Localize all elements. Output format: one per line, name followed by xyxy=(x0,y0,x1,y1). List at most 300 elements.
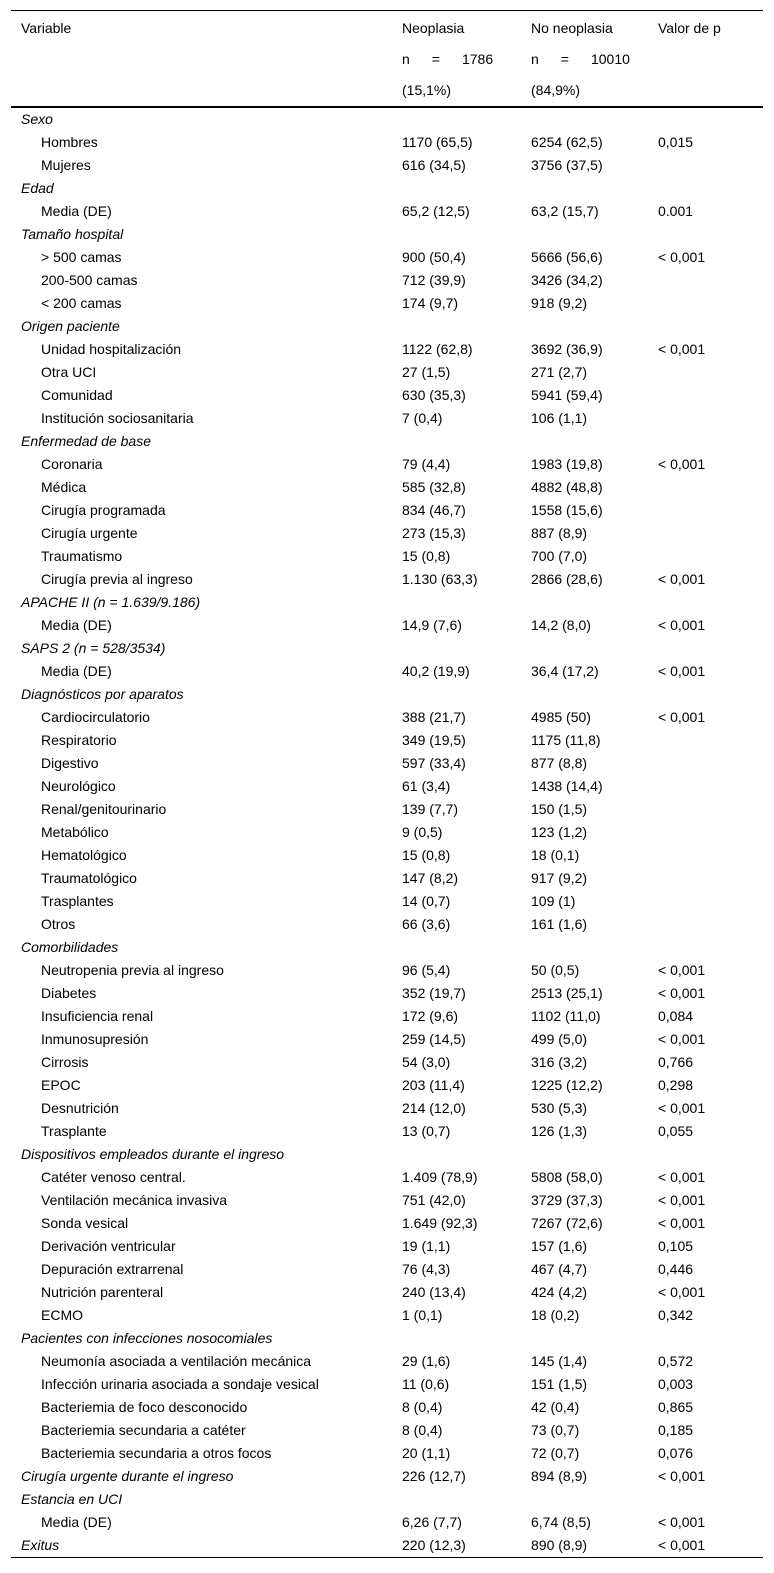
section-label: APACHE II (n = 1.639/9.186) xyxy=(21,594,201,610)
cell-neoplasia: 13 (0,7) xyxy=(402,1123,451,1139)
cell-no-neoplasia: 894 (8,9) xyxy=(531,1468,588,1484)
cell-no-neoplasia: 3756 (37,5) xyxy=(531,157,603,173)
cell-no-neoplasia: 4882 (48,8) xyxy=(531,479,603,495)
header-empty-p-2 xyxy=(648,75,763,107)
cell-no-neoplasia xyxy=(521,1488,648,1511)
row-label: Diabetes xyxy=(41,985,97,1001)
cell-no-neoplasia: 2513 (25,1) xyxy=(531,985,603,1001)
row-label: Unidad hospitalización xyxy=(41,341,182,357)
row-label: Coronaria xyxy=(41,456,103,472)
row-label: Media (DE) xyxy=(41,663,112,679)
cell-p-value xyxy=(648,729,763,752)
cell-no-neoplasia: 700 (7,0) xyxy=(531,548,588,564)
cell-neoplasia: 14 (0,7) xyxy=(402,893,451,909)
cell-p-value: 0,446 xyxy=(658,1261,694,1277)
cell-p-value: 0,766 xyxy=(658,1054,694,1070)
cell-p-value xyxy=(648,752,763,775)
cell-neoplasia: 15 (0,8) xyxy=(402,847,451,863)
cell-no-neoplasia: 4985 (50) xyxy=(531,709,591,725)
cell-neoplasia: 61 (3,4) xyxy=(402,778,451,794)
row-label: Metabólico xyxy=(41,824,109,840)
cell-p-value xyxy=(648,522,763,545)
cell-p-value xyxy=(648,1327,763,1350)
table-row xyxy=(11,384,763,407)
row-label: Traumatológico xyxy=(41,870,137,886)
cell-p-value xyxy=(648,1488,763,1511)
row-label: Neumonía asociada a ventilación mecánica xyxy=(41,1353,312,1369)
table-row xyxy=(11,1304,763,1327)
cell-no-neoplasia: 106 (1,1) xyxy=(531,410,588,426)
section-row xyxy=(11,1465,763,1488)
cell-p-value xyxy=(648,223,763,246)
cell-neoplasia: 20 (1,1) xyxy=(402,1445,451,1461)
section-label: Dispositivos empleados durante el ingreso xyxy=(21,1146,285,1162)
cell-no-neoplasia: 42 (0,4) xyxy=(531,1399,580,1415)
cell-neoplasia xyxy=(392,1488,521,1511)
section-row xyxy=(11,1327,763,1350)
table-row xyxy=(11,1120,763,1143)
cell-neoplasia: 259 (14,5) xyxy=(402,1031,466,1047)
cell-no-neoplasia: 123 (1,2) xyxy=(531,824,588,840)
table-row xyxy=(11,1373,763,1396)
cell-neoplasia xyxy=(392,683,521,706)
cell-p-value xyxy=(648,476,763,499)
cell-no-neoplasia xyxy=(521,637,648,660)
cell-no-neoplasia: 467 (4,7) xyxy=(531,1261,588,1277)
row-label: Desnutrición xyxy=(41,1100,119,1116)
table-row xyxy=(11,913,763,936)
cell-neoplasia: 751 (42,0) xyxy=(402,1192,466,1208)
cell-p-value: 0,185 xyxy=(658,1422,694,1438)
section-row xyxy=(11,1143,763,1166)
cell-neoplasia: 226 (12,7) xyxy=(402,1468,466,1484)
table-row xyxy=(11,867,763,890)
cell-neoplasia: 273 (15,3) xyxy=(402,525,466,541)
section-label: Tamaño hospital xyxy=(21,226,124,242)
cell-neoplasia: 900 (50,4) xyxy=(402,249,466,265)
cell-p-value: < 0,001 xyxy=(658,571,706,587)
cell-no-neoplasia: 424 (4,2) xyxy=(531,1284,588,1300)
cell-no-neoplasia: 157 (1,6) xyxy=(531,1238,588,1254)
cell-p-value: 0,084 xyxy=(658,1008,694,1024)
section-row xyxy=(11,107,763,131)
cell-no-neoplasia xyxy=(521,1143,648,1166)
table-container xyxy=(11,10,763,1558)
row-label: Cardiocirculatorio xyxy=(41,709,150,725)
cell-p-value: 0.001 xyxy=(658,203,694,219)
table-row xyxy=(11,1051,763,1074)
table-row xyxy=(11,568,763,591)
cell-neoplasia: 616 (34,5) xyxy=(402,157,466,173)
row-label: Catéter venoso central. xyxy=(41,1169,186,1185)
section-row xyxy=(11,591,763,614)
cell-p-value xyxy=(648,913,763,936)
row-label: Bacteriemia secundaria a catéter xyxy=(41,1422,246,1438)
cell-neoplasia: 1.130 (63,3) xyxy=(402,571,478,587)
row-label: Sonda vesical xyxy=(41,1215,129,1231)
cell-neoplasia xyxy=(392,430,521,453)
cell-p-value xyxy=(648,384,763,407)
cell-no-neoplasia: 918 (9,2) xyxy=(531,295,588,311)
row-label: Inmunosupresión xyxy=(41,1031,149,1047)
cell-no-neoplasia: 2866 (28,6) xyxy=(531,571,603,587)
table-row xyxy=(11,729,763,752)
cell-neoplasia: 585 (32,8) xyxy=(402,479,466,495)
cell-neoplasia: 14,9 (7,6) xyxy=(402,617,462,633)
table-row xyxy=(11,407,763,430)
section-label: Cirugía urgente durante el ingreso xyxy=(21,1468,234,1484)
cell-p-value xyxy=(648,637,763,660)
table-row xyxy=(11,522,763,545)
cell-neoplasia: 40,2 (19,9) xyxy=(402,663,470,679)
section-row xyxy=(11,1534,763,1558)
row-label: Media (DE) xyxy=(41,203,112,219)
table-row xyxy=(11,752,763,775)
section-label: Enfermedad de base xyxy=(21,433,151,449)
table-row xyxy=(11,1235,763,1258)
table-row xyxy=(11,269,763,292)
cell-no-neoplasia xyxy=(521,1327,648,1350)
table-row xyxy=(11,959,763,982)
cell-no-neoplasia xyxy=(521,315,648,338)
section-row xyxy=(11,223,763,246)
row-label: Comunidad xyxy=(41,387,113,403)
table-row xyxy=(11,821,763,844)
cell-p-value xyxy=(648,591,763,614)
table-row xyxy=(11,154,763,177)
cell-no-neoplasia xyxy=(521,430,648,453)
cell-no-neoplasia: 890 (8,9) xyxy=(521,1534,648,1558)
cell-neoplasia: 349 (19,5) xyxy=(402,732,466,748)
cell-no-neoplasia: 1175 (11,8) xyxy=(531,732,601,748)
cell-no-neoplasia: 63,2 (15,7) xyxy=(531,203,599,219)
cell-neoplasia xyxy=(392,1327,521,1350)
header-neo-n: n = 1786 xyxy=(402,51,494,67)
cell-neoplasia: 9 (0,5) xyxy=(402,824,443,840)
cell-no-neoplasia xyxy=(521,683,648,706)
section-row xyxy=(11,1488,763,1511)
row-label: Media (DE) xyxy=(41,1514,112,1530)
cell-no-neoplasia xyxy=(521,591,648,614)
cell-neoplasia: 96 (5,4) xyxy=(402,962,451,978)
cell-neoplasia: 147 (8,2) xyxy=(402,870,459,886)
cell-p-value xyxy=(648,292,763,315)
cell-p-value xyxy=(648,430,763,453)
cell-no-neoplasia: 150 (1,5) xyxy=(531,801,588,817)
section-row xyxy=(11,177,763,200)
row-label: Institución sociosanitaria xyxy=(41,410,194,426)
cell-no-neoplasia: 1225 (12,2) xyxy=(531,1077,603,1093)
cell-neoplasia: 220 (12,3) xyxy=(392,1534,521,1558)
section-label: Exitus xyxy=(11,1534,392,1558)
header-neo-pct: (15,1%) xyxy=(392,75,521,107)
cell-no-neoplasia xyxy=(521,177,648,200)
cell-neoplasia: 712 (39,9) xyxy=(402,272,466,288)
table-row xyxy=(11,292,763,315)
cell-no-neoplasia: 5808 (58,0) xyxy=(531,1169,603,1185)
comparison-table xyxy=(11,10,763,1558)
cell-neoplasia: 79 (4,4) xyxy=(402,456,451,472)
cell-neoplasia: 214 (12,0) xyxy=(402,1100,466,1116)
row-label: Bacteriemia secundaria a otros focos xyxy=(41,1445,272,1461)
cell-p-value: < 0,001 xyxy=(658,341,706,357)
row-label: Traumatismo xyxy=(41,548,123,564)
table-row xyxy=(11,614,763,637)
cell-neoplasia: 203 (11,4) xyxy=(402,1077,465,1093)
header-empty-2 xyxy=(11,75,392,107)
section-row xyxy=(11,430,763,453)
cell-neoplasia: 172 (9,6) xyxy=(402,1008,459,1024)
cell-neoplasia: 352 (19,7) xyxy=(402,985,466,1001)
cell-p-value xyxy=(648,683,763,706)
cell-no-neoplasia: 145 (1,4) xyxy=(531,1353,588,1369)
table-row xyxy=(11,1189,763,1212)
cell-no-neoplasia: 7267 (72,6) xyxy=(531,1215,603,1231)
cell-no-neoplasia: 18 (0,1) xyxy=(531,847,580,863)
cell-p-value: < 0,001 xyxy=(648,1534,763,1558)
cell-neoplasia: 1.649 (92,3) xyxy=(402,1215,478,1231)
row-label: Infección urinaria asociada a sondaje vesical xyxy=(41,1376,319,1392)
cell-neoplasia: 834 (46,7) xyxy=(402,502,466,518)
cell-p-value xyxy=(648,107,763,131)
table-row xyxy=(11,1097,763,1120)
row-label: > 500 camas xyxy=(41,249,122,265)
table-row xyxy=(11,476,763,499)
section-row xyxy=(11,637,763,660)
table-row xyxy=(11,982,763,1005)
row-label: Neurológico xyxy=(41,778,116,794)
cell-neoplasia xyxy=(392,1143,521,1166)
section-label: Edad xyxy=(21,180,54,196)
row-label: Insuficiencia renal xyxy=(41,1008,154,1024)
cell-no-neoplasia: 18 (0,2) xyxy=(531,1307,580,1323)
cell-no-neoplasia: 3692 (36,9) xyxy=(531,341,603,357)
cell-neoplasia: 8 (0,4) xyxy=(402,1422,443,1438)
cell-p-value: < 0,001 xyxy=(658,1169,706,1185)
cell-p-value: < 0,001 xyxy=(658,985,706,1001)
table-row xyxy=(11,453,763,476)
cell-neoplasia: 1170 (65,5) xyxy=(402,134,473,150)
cell-neoplasia xyxy=(392,936,521,959)
section-row xyxy=(11,683,763,706)
cell-neoplasia xyxy=(392,177,521,200)
cell-p-value: < 0,001 xyxy=(658,962,706,978)
section-label: Origen paciente xyxy=(21,318,120,334)
row-label: Neutropenia previa al ingreso xyxy=(41,962,224,978)
cell-p-value xyxy=(648,844,763,867)
cell-p-value: 0,015 xyxy=(658,134,694,150)
cell-p-value xyxy=(648,821,763,844)
cell-p-value: < 0,001 xyxy=(658,1192,706,1208)
cell-p-value: 0,298 xyxy=(658,1077,694,1093)
cell-no-neoplasia: 499 (5,0) xyxy=(531,1031,588,1047)
cell-p-value xyxy=(648,407,763,430)
table-row xyxy=(11,361,763,384)
row-label: Renal/genitourinario xyxy=(41,801,167,817)
cell-neoplasia: 6,26 (7,7) xyxy=(402,1514,462,1530)
row-label: Depuración extrarrenal xyxy=(41,1261,184,1277)
cell-neoplasia: 7 (0,4) xyxy=(402,410,443,426)
cell-no-neoplasia: 1983 (19,8) xyxy=(531,456,603,472)
table-row xyxy=(11,1166,763,1189)
header-empty xyxy=(11,44,392,75)
cell-no-neoplasia: 14,2 (8,0) xyxy=(531,617,591,633)
cell-no-neoplasia: 73 (0,7) xyxy=(531,1422,580,1438)
cell-neoplasia: 139 (7,7) xyxy=(402,801,459,817)
cell-p-value: 0,055 xyxy=(658,1123,694,1139)
header-empty-p xyxy=(648,44,763,75)
table-row xyxy=(11,1419,763,1442)
cell-p-value xyxy=(648,775,763,798)
row-label: Bacteriemia de foco desconocido xyxy=(41,1399,248,1415)
cell-p-value xyxy=(648,798,763,821)
cell-neoplasia: 597 (33,4) xyxy=(402,755,466,771)
header-neoplasia: Neoplasia xyxy=(392,11,521,45)
table-row xyxy=(11,890,763,913)
cell-no-neoplasia: 1438 (14,4) xyxy=(531,778,603,794)
row-label: Media (DE) xyxy=(41,617,112,633)
cell-p-value: < 0,001 xyxy=(658,617,706,633)
cell-no-neoplasia xyxy=(521,936,648,959)
cell-neoplasia xyxy=(392,223,521,246)
cell-neoplasia xyxy=(392,637,521,660)
table-row xyxy=(11,1350,763,1373)
row-label: Nutrición parenteral xyxy=(41,1284,164,1300)
section-label: Sexo xyxy=(21,111,53,127)
row-label: Cirugía previa al ingreso xyxy=(41,571,193,587)
header-no-neoplasia: No neoplasia xyxy=(521,11,648,45)
row-label: Trasplantes xyxy=(41,893,114,909)
cell-p-value: < 0,001 xyxy=(658,1284,706,1300)
cell-no-neoplasia: 877 (8,8) xyxy=(531,755,588,771)
cell-p-value xyxy=(648,545,763,568)
cell-no-neoplasia: 151 (1,5) xyxy=(531,1376,588,1392)
cell-p-value xyxy=(648,936,763,959)
table-row xyxy=(11,246,763,269)
cell-p-value: 0,003 xyxy=(658,1376,694,1392)
cell-no-neoplasia: 3729 (37,3) xyxy=(531,1192,603,1208)
cell-no-neoplasia: 5941 (59,4) xyxy=(531,387,603,403)
cell-p-value xyxy=(648,154,763,177)
section-label: Pacientes con infecciones nosocomiales xyxy=(21,1330,273,1346)
table-row xyxy=(11,1258,763,1281)
table-row xyxy=(11,798,763,821)
cell-p-value: 0,105 xyxy=(658,1238,694,1254)
cell-p-value xyxy=(648,867,763,890)
cell-p-value: < 0,001 xyxy=(658,249,706,265)
cell-neoplasia: 54 (3,0) xyxy=(402,1054,451,1070)
table-row xyxy=(11,1005,763,1028)
cell-p-value: < 0,001 xyxy=(658,663,706,679)
table-row xyxy=(11,545,763,568)
cell-neoplasia: 1 (0,1) xyxy=(402,1307,443,1323)
cell-p-value xyxy=(648,269,763,292)
row-label: Ventilación mecánica invasiva xyxy=(41,1192,227,1208)
cell-no-neoplasia: 6254 (62,5) xyxy=(531,134,603,150)
cell-no-neoplasia: 109 (1) xyxy=(531,893,576,909)
cell-no-neoplasia: 5666 (56,6) xyxy=(531,249,603,265)
cell-neoplasia: 27 (1,5) xyxy=(402,364,451,380)
table-header xyxy=(11,11,763,108)
table-row xyxy=(11,131,763,154)
row-label: Derivación ventricular xyxy=(41,1238,176,1254)
table-row xyxy=(11,499,763,522)
cell-p-value: 0,572 xyxy=(658,1353,694,1369)
section-label: Estancia en UCI xyxy=(21,1491,123,1507)
cell-no-neoplasia xyxy=(521,107,648,131)
row-label: Trasplante xyxy=(41,1123,107,1139)
cell-neoplasia: 240 (13,4) xyxy=(402,1284,466,1300)
table-row xyxy=(11,1442,763,1465)
cell-neoplasia: 1.409 (78,9) xyxy=(402,1169,478,1185)
table-row xyxy=(11,338,763,361)
cell-p-value xyxy=(648,499,763,522)
header-noneo-n: n = 10010 xyxy=(531,51,630,67)
section-label: SAPS 2 (n = 528/3534) xyxy=(21,640,166,656)
table-row xyxy=(11,706,763,729)
row-label: Otra UCI xyxy=(41,364,97,380)
cell-neoplasia: 19 (1,1) xyxy=(402,1238,451,1254)
cell-p-value: < 0,001 xyxy=(658,1100,706,1116)
cell-p-value: < 0,001 xyxy=(658,709,706,725)
cell-no-neoplasia: 72 (0,7) xyxy=(531,1445,580,1461)
table-row xyxy=(11,1212,763,1235)
cell-no-neoplasia: 530 (5,3) xyxy=(531,1100,588,1116)
row-label: 200-500 camas xyxy=(41,272,138,288)
cell-neoplasia: 65,2 (12,5) xyxy=(402,203,470,219)
header-variable: Variable xyxy=(11,11,392,45)
cell-no-neoplasia: 161 (1,6) xyxy=(531,916,588,932)
cell-p-value: < 0,001 xyxy=(658,456,706,472)
header-noneo-pct: (84,9%) xyxy=(521,75,648,107)
row-label: Hombres xyxy=(41,134,98,150)
row-label: Hematológico xyxy=(41,847,127,863)
table-row xyxy=(11,1074,763,1097)
table-row xyxy=(11,1028,763,1051)
cell-no-neoplasia: 3426 (34,2) xyxy=(531,272,603,288)
row-label: Respiratorio xyxy=(41,732,117,748)
cell-no-neoplasia: 126 (1,3) xyxy=(531,1123,588,1139)
row-label: Cirugía urgente xyxy=(41,525,138,541)
table-row xyxy=(11,1511,763,1534)
cell-no-neoplasia: 1102 (11,0) xyxy=(531,1008,601,1024)
row-label: ECMO xyxy=(41,1307,83,1323)
row-label: Digestivo xyxy=(41,755,99,771)
row-label: Cirrosis xyxy=(41,1054,89,1070)
cell-no-neoplasia: 36,4 (17,2) xyxy=(531,663,599,679)
header-p-value: Valor de p xyxy=(648,11,763,45)
row-label: Mujeres xyxy=(41,157,91,173)
cell-neoplasia xyxy=(392,107,521,131)
cell-neoplasia: 11 (0,6) xyxy=(402,1376,450,1392)
cell-neoplasia: 388 (21,7) xyxy=(402,709,466,725)
cell-p-value xyxy=(648,315,763,338)
cell-p-value: 0,342 xyxy=(658,1307,694,1323)
table-row xyxy=(11,1396,763,1419)
table-row xyxy=(11,1281,763,1304)
cell-neoplasia: 1122 (62,8) xyxy=(402,341,473,357)
cell-neoplasia: 15 (0,8) xyxy=(402,548,451,564)
cell-p-value xyxy=(648,890,763,913)
cell-p-value: < 0,001 xyxy=(658,1514,706,1530)
cell-no-neoplasia: 1558 (15,6) xyxy=(531,502,603,518)
cell-neoplasia: 29 (1,6) xyxy=(402,1353,451,1369)
cell-no-neoplasia: 271 (2,7) xyxy=(531,364,588,380)
row-label: Médica xyxy=(41,479,87,495)
cell-neoplasia xyxy=(392,591,521,614)
cell-no-neoplasia: 50 (0,5) xyxy=(531,962,580,978)
table-row xyxy=(11,844,763,867)
